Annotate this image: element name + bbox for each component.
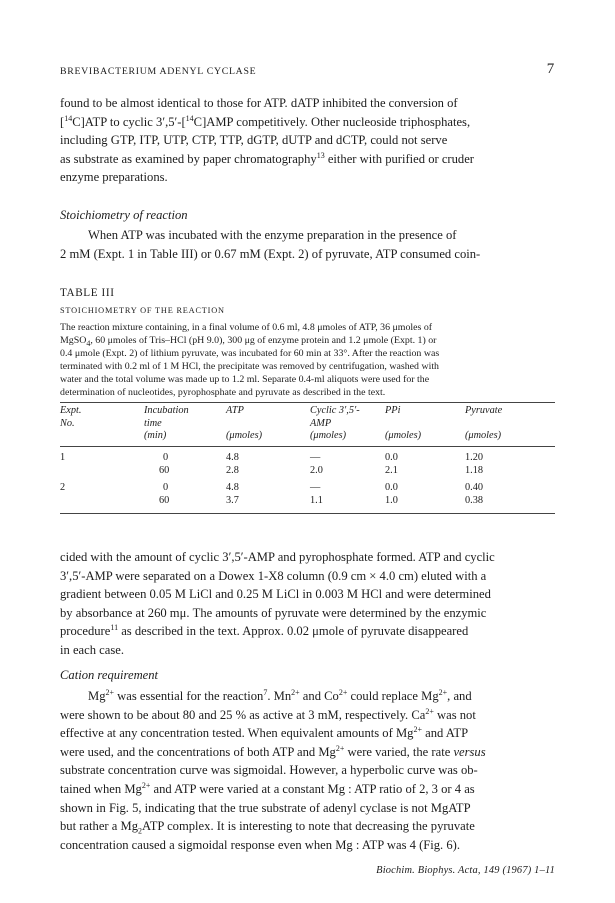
- caption-line: determination of nucleotides, pyrophosphate and pyruvate as described in the text.: [60, 387, 386, 399]
- text-line: in each case.: [60, 642, 124, 657]
- table-cell: 60: [159, 495, 170, 506]
- text-line: as substrate as examined by paper chromatography$^{13}$ either with purified or cruder: [60, 150, 475, 166]
- text-line: [$^{14}$C]ATP to cyclic 3′,5′-[$^{14}$C]AMP competitively. Other nucleoside triphosphates,: [60, 113, 471, 129]
- paragraph-cation-requirement: [60, 687, 555, 854]
- table-cell: 2.8: [226, 465, 239, 476]
- text-line: procedure$^{11}$ as described in the text. Approx. 0.02 μmole of pyruvate disappeared: [60, 623, 469, 639]
- column-header-ppi: PPi (μmoles): [385, 405, 422, 442]
- text-line: substrate concentration curve was sigmoidal. However, a hyperbolic curve was ob-: [60, 763, 478, 778]
- table-cell: 0.0: [385, 482, 398, 493]
- table-top-rule: [60, 402, 555, 403]
- text-line: shown in Fig. 5, indicating that the true substrate of adenyl cyclase is not MgATP: [60, 800, 471, 815]
- text-line: concentration caused a sigmoidal response even when Mg : ATP was 4 (Fig. 6).: [60, 837, 460, 852]
- table-bottom-rule: [60, 513, 555, 514]
- paragraph-separation-method: [60, 548, 555, 660]
- table-cell: 0.40: [465, 482, 484, 493]
- caption-line: 0.4 μmole (Expt. 2) of lithium pyruvate, was incubated for 60 min at 33°. After the reaction was: [60, 348, 440, 360]
- column-header-expt: Expt. No.: [60, 405, 82, 429]
- table-caption: [60, 321, 555, 400]
- text-line: enzyme preparations.: [60, 170, 168, 185]
- paragraph-stoichiometry: [60, 226, 555, 263]
- text-line: were used, and the concentrations of both ATP and $Mg^{2+}$ were varied, the rate versus: [60, 743, 486, 759]
- table-cell: 3.7: [226, 495, 239, 506]
- text-line: cided with the amount of cyclic 3′,5′-AMP and pyrophosphate formed. ATP and cyclic: [60, 550, 495, 564]
- caption-line: The reaction mixture containing, in a final volume of 0.6 ml, 4.8 μmoles of ATP, 36 μmoles of: [60, 322, 433, 333]
- caption-line: water and the total volume was made up to 1.2 ml. Separate 0.4-ml aliquots were used for the: [60, 374, 430, 386]
- table-cell: 4.8: [226, 482, 239, 493]
- text-line: found to be almost identical to those for ATP. dATP inhibited the conversion of: [60, 96, 458, 110]
- table-cell: 0: [163, 482, 169, 493]
- text-line: tained when $Mg^{2+}$ and ATP were varied at a constant Mg : ATP ratio of 2, 3 or 4 as: [60, 780, 475, 796]
- table-cell: 1: [60, 452, 66, 463]
- table-cell: 60: [159, 465, 170, 476]
- table-cell: 4.8: [226, 452, 239, 463]
- journal-citation-footer: Biochim. Biophys. Acta, 149 (1967) 1–11: [376, 865, 555, 876]
- table-header-rule: [60, 446, 555, 447]
- text-line: 2 mM (Expt. 1 in Table III) or 0.67 mM (Expt. 2) of pyruvate, ATP consumed coin-: [60, 246, 481, 261]
- table-cell: 2.0: [310, 465, 323, 476]
- table-cell: 0: [163, 452, 169, 463]
- column-header-incubation-time: Incubation time (min): [144, 405, 189, 442]
- paragraph-substrate-specificity: [60, 94, 555, 187]
- page-number: 7: [546, 61, 555, 77]
- table-cell: 2: [60, 482, 66, 493]
- text-line: When ATP was incubated with the enzyme preparation in the presence of: [88, 228, 457, 242]
- text-line: effective at any concentration tested. When equivalent amounts of $Mg^{2+}$ and ATP: [60, 725, 469, 741]
- text-line: but rather a $Mg_2ATP$ complex. It is interesting to note that decreasing the pyruvate: [60, 819, 475, 836]
- text-line: including GTP, ITP, UTP, CTP, TTP, dGTP, dUTP and dCTP, could not serve: [60, 133, 448, 148]
- text-line: were shown to be about 80 and 25 % as active at 3 mM, respectively. $Ca^{2+}$ was not: [60, 706, 476, 722]
- table-cell: 2.1: [385, 465, 398, 476]
- text-line: gradient between 0.05 M LiCl and 0.25 M LiCl in 0.003 M HCl and were determined: [60, 587, 491, 602]
- table-number: TABLE III: [60, 287, 115, 299]
- table-cell: 1.0: [385, 495, 398, 506]
- table-cell: 0.38: [465, 495, 484, 506]
- text-line: $Mg^{2+}$ was essential for the reaction$^7$. $Mn^{2+}$ and $Co^{2+}$ could replace $Mg^{2+}$, and: [88, 687, 472, 703]
- column-header-atp: ATP (μmoles): [226, 405, 263, 442]
- page-header: [60, 61, 555, 82]
- text-line: by absorbance at 260 mμ. The amounts of pyruvate were determined by the enzymic: [60, 605, 487, 620]
- caption-line: MgSO$_4$, 60 μmoles of Tris–HCl (pH 9.0), 300 μg of enzyme protein and 1.2 μmole (Expt. 1) or: [60, 335, 437, 349]
- table-cell: 1.1: [310, 495, 323, 506]
- section-heading-stoichiometry: Stoichiometry of reaction: [60, 208, 188, 222]
- section-heading-cation-requirement: Cation requirement: [60, 668, 159, 682]
- table-cell: 0.0: [385, 452, 398, 463]
- column-header-cyclic-amp: Cyclic 3′,5′- AMP (μmoles): [310, 405, 360, 442]
- table-title: STOICHIOMETRY OF THE REACTION: [60, 306, 225, 315]
- column-header-pyruvate: Pyruvate (μmoles): [465, 405, 503, 442]
- table-cell: —: [310, 452, 321, 463]
- table-cell: —: [310, 482, 321, 493]
- text-line: 3′,5′-AMP were separated on a Dowex 1-X8 column (0.9 cm × 4.0 cm) eluted with a: [60, 568, 487, 583]
- caption-line: terminated with 0.2 ml of 1 M HCl, the precipitate was removed by centrifugation, washed with: [60, 361, 439, 373]
- table-cell: 1.20: [465, 452, 484, 463]
- table-cell: 1.18: [465, 465, 484, 476]
- running-title: BREVIBACTERIUM ADENYL CYCLASE: [60, 66, 257, 77]
